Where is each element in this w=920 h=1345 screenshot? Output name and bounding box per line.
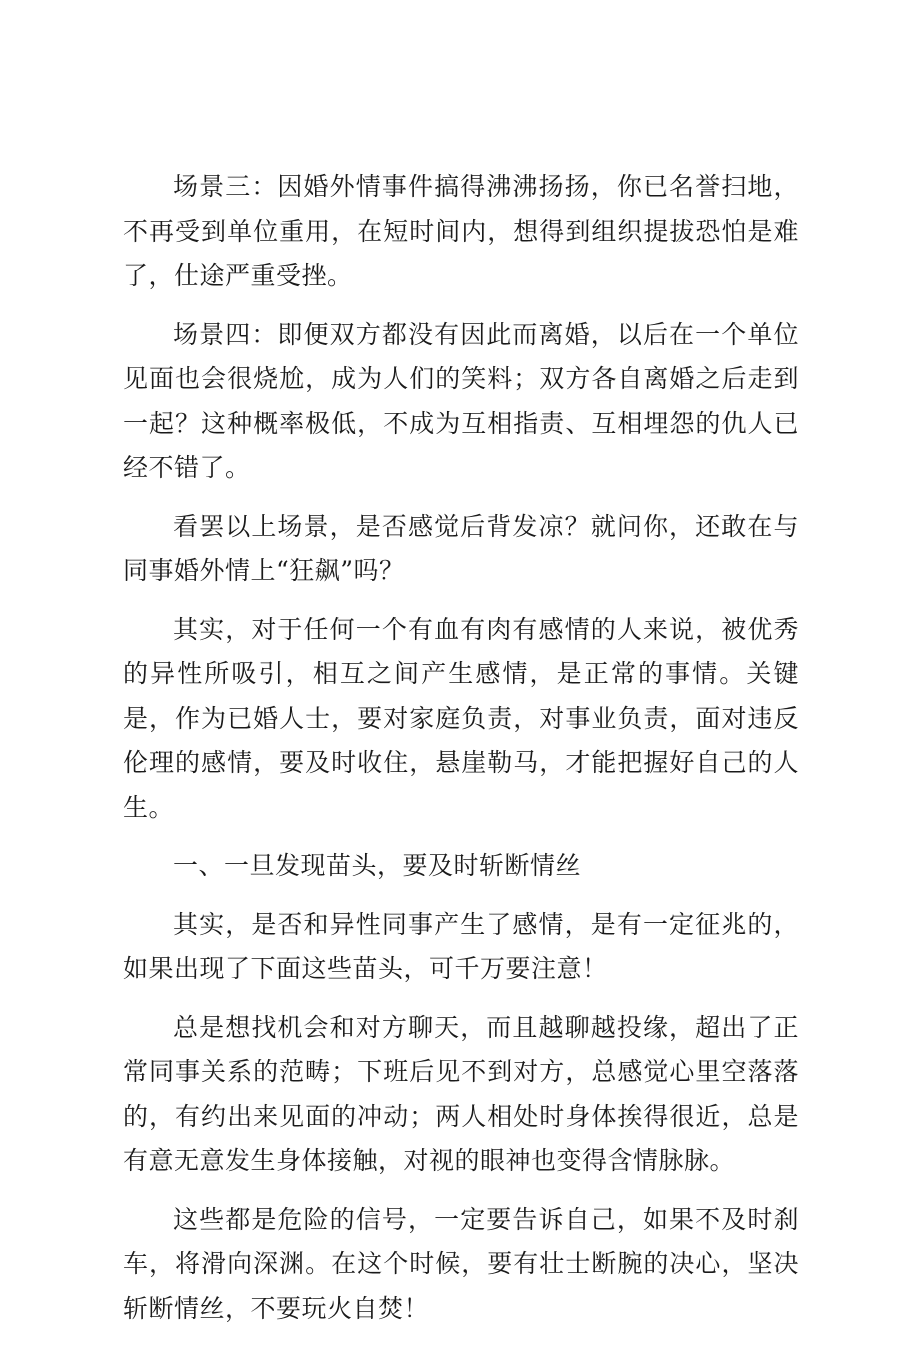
section-heading-one: 一、一旦发现苗头，要及时斩断情丝 (173, 851, 582, 880)
document-body (123, 165, 799, 1345)
paragraph-signs-list: 总是想找机会和对方聊天，而且越聊越投缘，超出了正常同事关系的范畴；下班后见不到对方，总感觉心里空落落的，有约出来见面的冲动；两人相处时身体挨得很近，总是有意无意发生身体接触，对视的眼神也变得含情脉脉。 (123, 1012, 799, 1175)
paragraph-after-scenes: 看罢以上场景，是否感觉后背发凉？就问你，还敢在与同事婚外情上“狂飙”吗？ (123, 511, 799, 585)
paragraph-scene-three: 场景三：因婚外情事件搞得沸沸扬扬，你已名誉扫地，不再受到单位重用，在短时间内，想得到组织提拔恐怕是难了，仕途严重受挫。 (123, 172, 799, 290)
paragraph-actually: 其实，对于任何一个有血有肉有感情的人来说，被优秀的异性所吸引，相互之间产生感情，是正常的事情。关键是，作为已婚人士，要对家庭负责，对事业负责，面对违反伦理的感情，要及时收住，悬崖勒马，才能把握好自己的人生。 (123, 614, 799, 822)
paragraph-signs-intro: 其实，是否和异性同事产生了感情，是有一定征兆的，如果出现了下面这些苗头，可千万要注意！ (123, 909, 799, 983)
paragraph-danger-signals: 这些都是危险的信号，一定要告诉自己，如果不及时刹车，将滑向深渊。在这个时候，要有壮士断腕的决心，坚决斩断情丝，不要玩火自焚！ (123, 1204, 799, 1323)
paragraph-scene-four: 场景四：即便双方都没有因此而离婚，以后在一个单位见面也会很烧尬，成为人们的笑料；双方各自离婚之后走到一起？这种概率极低，不成为互相指责、互相埋怨的仇人已经不错了。 (123, 319, 799, 482)
